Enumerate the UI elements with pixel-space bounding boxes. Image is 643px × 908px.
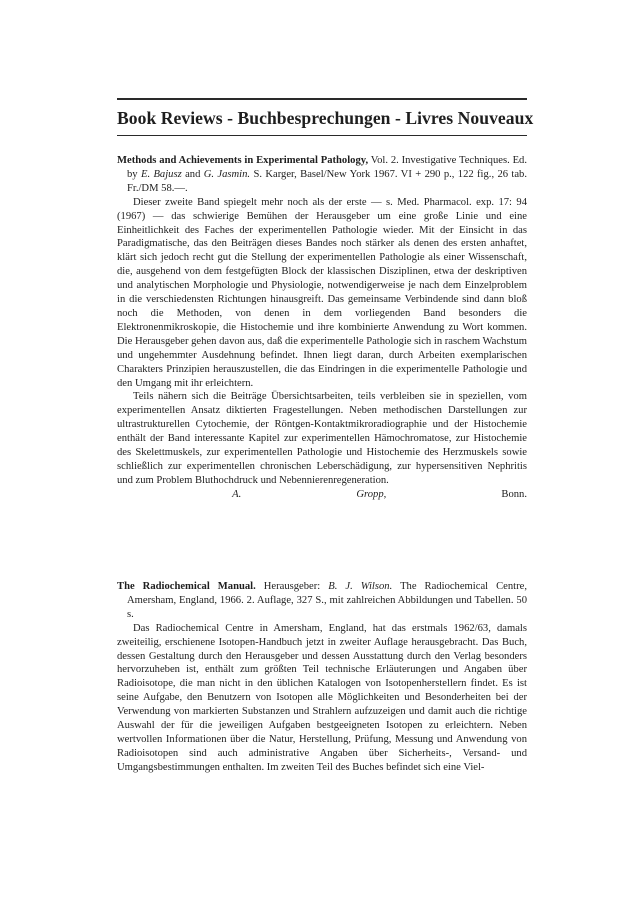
header-top-rule [117,98,527,100]
citation-and: and [181,168,204,180]
reviewer-signature [117,488,527,502]
review-citation [117,154,527,196]
review-experimental-pathology [117,154,527,502]
review-paragraph: Dieser zweite Band spiegelt mehr noch als der erste — s. Med. Pharmacol. exp. 17: 94 (1967) — das schwierige Bemühen der Herausgeber um eine große Linie und eine Einheitlichkeit des Faches der experimentellen Pathologie wieder. Mit der Einsicht in das Paradigmatische, das den Beiträgen dieses Bandes noch stärker als denen des ersten anhaftet, klärt sich jedoch recht gut die Stellung der experimentellen Pathologie als einer Wissenschaft, die, ausgehend von dem festgefügten Block der klassischen Disziplinen, etwa der deskriptiven und analytischen Morphologie und Physiologie, notwendigerweise je nach dem Einzelproblem in die verschiedensten Richtungen hinausgreift. Das gemeinsame Verbindende sind dann bloß noch die Methoden, von denen in dem vorliegenden Band besonders die Elektronenmikroskopie, die Histochemie und ihre kombinierte Anwendung zu Wort kommen. Die Herausgeber gehen davon aus, daß die experimentelle Pathologie sich in raschem Wachstum und ungehemmter Ausdehnung befindet. Ihnen liegt daran, durch Arbeiten exemplarischen Charakters Prinzipien herauszustellen, die das Eindringen in die experimentelle Pathologie und den Umgang mit ihr erleichtern. [117,196,527,389]
editor-name: B. J. Wilson. [328,581,393,592]
book-title: Methods and Achievements in Experimental Pathology, [117,155,369,166]
header-bottom-rule [117,135,527,136]
review-paragraph: Teils nähern sich die Beiträge Übersichtsarbeiten, teils verbleiben sie in speziellen, vom experimentellen Ansatz diktierten Fragestellungen. Neben methodischen Darstellungen zur ultrastrukturellen Cytochemie, der Röntgen-Kontaktmikroradiographie und der Histochemie enthält der Band interessante Kapitel zur experimentellen Hämochromatose, zur Histochemie des Skelettmuskels, zur experimentellen Pathologie und Histochemie des Herzmuskels sowie schließlich zur experimentellen chronischen Leberschädigung, zur hypersensitiven Nephritis und zum Problem Bluthochdruck und Nebennierenregeneration. [117,391,527,486]
citation-publisher: The Radiochemical Centre, Amersham, England, 1966. 2. Auflage, 327 S., mit zahlreichen Abbildungen und Tabellen. 50 s. [127,581,527,620]
editor-name: E. Bajusz [140,168,182,180]
citation-main: Vol. 2. Investigative Techniques. Ed. by [127,155,527,180]
citation-publisher: S. Karger, Basel/New York 1967. VI + 290 p., 122 fig., 26 tab. Fr./DM 58.—. [127,168,528,194]
citation-main: Herausgeber: [255,581,329,592]
editor-name: G. Jasmin. [203,168,251,180]
reviewer-name: A. Gropp, [232,488,387,500]
review-paragraph: Das Radiochemical Centre in Amersham, England, hat das erstmals 1962/63, damals zweiteilig, erschienene Isotopen-Handbuch jetzt in zweiter Auflage herausgebracht. Das Buch, dessen Gestaltung durch den Herausgeber und dessen Ausstattung durch den Verlag besonders hervorzuheben ist, enthält zum größten Teil technische Erläuterungen und Angaben über Radioisotope, die man nicht in den üblichen Katalogen von Isotopenherstellern findet. Es ist seine Aufgabe, den Benutzern von Isotopen alle Möglichkeiten und Besonderheiten bei der Verwendung von markierten Substanzen und Strahlern aufzuzeigen und damit auch die richtige Auswahl der für die jeweiligen Aufgaben bestgeeigneten Isotopen zu erleichtern. Neben wertvollen Informationen über die Natur, Herstellung, Prüfung, Messung und Anwendung von Radioisotopen sind auch administrative Angaben über Sicherheits-, Versand- und Umgangsbestimmungen enthalten. Im zweiten Teil des Buches befindet sich eine Viel- [117,622,527,773]
section-title: Book Reviews - Buchbesprechungen - Livres Nouveaux [117,108,534,128]
review-radiochemical-manual [117,580,527,775]
book-title: The Radiochemical Manual. [117,581,256,592]
review-citation [117,580,527,622]
reviewer-place: Bonn. [386,488,527,500]
